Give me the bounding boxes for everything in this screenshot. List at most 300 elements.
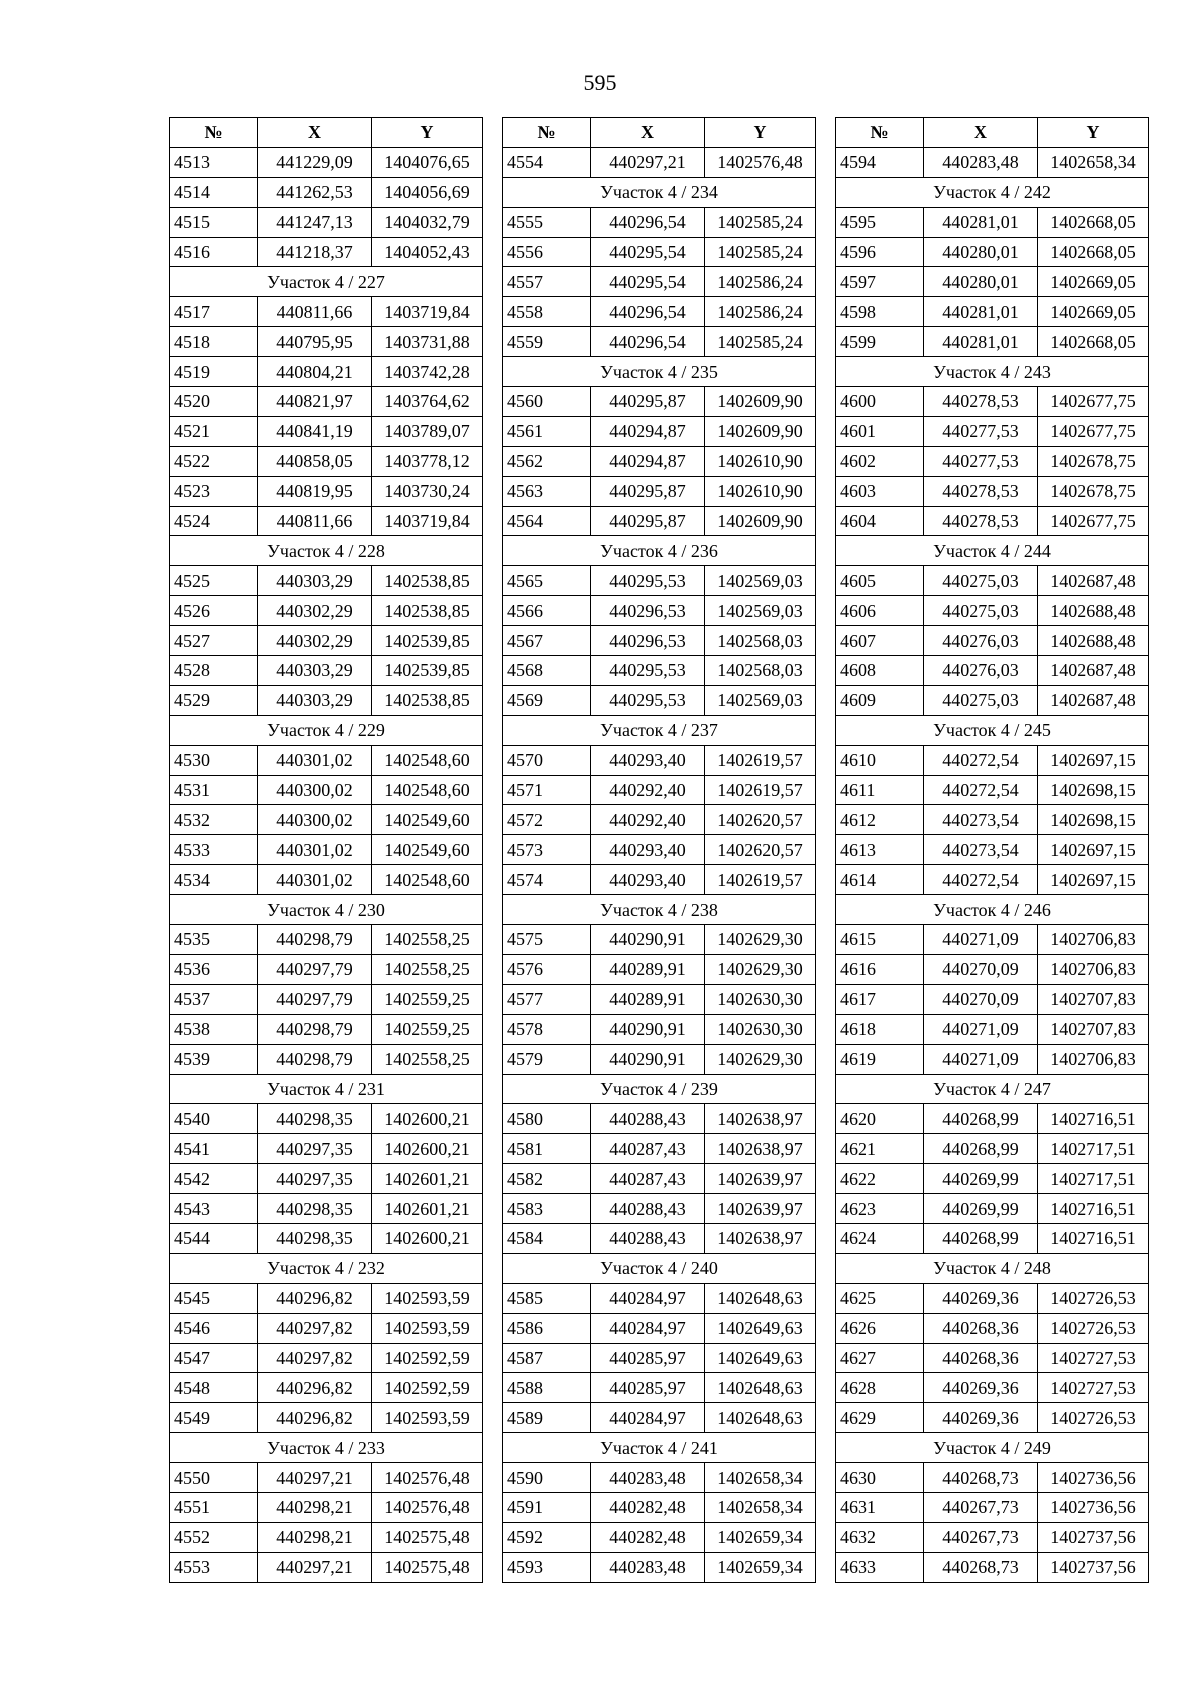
y-coordinate-cell: 1402639,97 (705, 1164, 816, 1194)
table-row (170, 147, 483, 177)
x-coordinate-cell: 440296,53 (591, 626, 705, 656)
y-coordinate-cell: 1402726,53 (1038, 1313, 1149, 1343)
table-row (503, 387, 816, 417)
point-number-cell: 4514 (170, 177, 258, 207)
x-coordinate-cell: 440297,21 (591, 147, 705, 177)
table-row (170, 1104, 483, 1134)
y-coordinate-cell: 1402737,56 (1038, 1552, 1149, 1582)
x-coordinate-cell: 440298,79 (258, 1014, 372, 1044)
point-number-cell: 4599 (836, 327, 924, 357)
table-row (170, 1283, 483, 1313)
table-row (170, 1522, 483, 1552)
x-coordinate-cell: 440287,43 (591, 1134, 705, 1164)
y-coordinate-cell: 1402687,48 (1038, 566, 1149, 596)
point-number-cell: 4611 (836, 775, 924, 805)
section-row (503, 1433, 816, 1463)
y-coordinate-cell: 1402698,15 (1038, 805, 1149, 835)
x-coordinate-cell: 440280,01 (924, 237, 1038, 267)
y-coordinate-cell: 1402717,51 (1038, 1164, 1149, 1194)
header-x: X (591, 118, 705, 148)
y-coordinate-cell: 1402687,48 (1038, 656, 1149, 686)
point-number-cell: 4598 (836, 297, 924, 327)
x-coordinate-cell: 440297,79 (258, 954, 372, 984)
table-row (836, 446, 1149, 476)
y-coordinate-cell: 1402558,25 (372, 954, 483, 984)
y-coordinate-cell: 1402727,53 (1038, 1343, 1149, 1373)
y-coordinate-cell: 1402619,57 (705, 745, 816, 775)
table-row (503, 1552, 816, 1582)
table-row (170, 865, 483, 895)
y-coordinate-cell: 1402638,97 (705, 1104, 816, 1134)
y-coordinate-cell: 1402549,60 (372, 835, 483, 865)
x-coordinate-cell: 440295,87 (591, 387, 705, 417)
x-coordinate-cell: 440295,54 (591, 267, 705, 297)
point-number-cell: 4631 (836, 1492, 924, 1522)
point-number-cell: 4626 (836, 1313, 924, 1343)
y-coordinate-cell: 1402558,25 (372, 925, 483, 955)
point-number-cell: 4583 (503, 1194, 591, 1224)
point-number-cell: 4588 (503, 1373, 591, 1403)
table-row (503, 1223, 816, 1253)
point-number-cell: 4563 (503, 476, 591, 506)
y-coordinate-cell: 1402609,90 (705, 387, 816, 417)
x-coordinate-cell: 440268,99 (924, 1104, 1038, 1134)
y-coordinate-cell: 1402630,30 (705, 984, 816, 1014)
y-coordinate-cell: 1402658,34 (1038, 147, 1149, 177)
x-coordinate-cell: 440302,29 (258, 626, 372, 656)
point-number-cell: 4616 (836, 954, 924, 984)
point-number-cell: 4581 (503, 1134, 591, 1164)
x-coordinate-cell: 440281,01 (924, 327, 1038, 357)
point-number-cell: 4529 (170, 685, 258, 715)
point-number-cell: 4628 (836, 1373, 924, 1403)
point-number-cell: 4523 (170, 476, 258, 506)
y-coordinate-cell: 1402668,05 (1038, 327, 1149, 357)
table-row (503, 1373, 816, 1403)
table-row (170, 1313, 483, 1343)
table-row (170, 1343, 483, 1373)
table-row (836, 1313, 1149, 1343)
y-coordinate-cell: 1402601,21 (372, 1194, 483, 1224)
point-number-cell: 4535 (170, 925, 258, 955)
y-coordinate-cell: 1402678,75 (1038, 476, 1149, 506)
y-coordinate-cell: 1402568,03 (705, 626, 816, 656)
table-row (503, 745, 816, 775)
point-number-cell: 4623 (836, 1194, 924, 1224)
table-row (170, 805, 483, 835)
x-coordinate-cell: 440277,53 (924, 416, 1038, 446)
table-row (170, 416, 483, 446)
x-coordinate-cell: 440289,91 (591, 984, 705, 1014)
point-number-cell: 4603 (836, 476, 924, 506)
table-row (170, 1373, 483, 1403)
point-number-cell: 4624 (836, 1223, 924, 1253)
y-coordinate-cell: 1402707,83 (1038, 984, 1149, 1014)
table-row (836, 1164, 1149, 1194)
section-title: Участок 4 / 232 (170, 1253, 483, 1283)
point-number-cell: 4545 (170, 1283, 258, 1313)
x-coordinate-cell: 440288,43 (591, 1223, 705, 1253)
y-coordinate-cell: 1402638,97 (705, 1223, 816, 1253)
y-coordinate-cell: 1403742,28 (372, 357, 483, 387)
section-row (170, 536, 483, 566)
point-number-cell: 4562 (503, 446, 591, 476)
point-number-cell: 4595 (836, 207, 924, 237)
x-coordinate-cell: 440283,48 (591, 1552, 705, 1582)
y-coordinate-cell: 1402716,51 (1038, 1104, 1149, 1134)
point-number-cell: 4578 (503, 1014, 591, 1044)
section-title: Участок 4 / 229 (170, 715, 483, 745)
y-coordinate-cell: 1402706,83 (1038, 1044, 1149, 1074)
point-number-cell: 4575 (503, 925, 591, 955)
y-coordinate-cell: 1402609,90 (705, 506, 816, 536)
table-row (836, 207, 1149, 237)
y-coordinate-cell: 1402619,57 (705, 775, 816, 805)
table-row (836, 416, 1149, 446)
y-coordinate-cell: 1402586,24 (705, 267, 816, 297)
point-number-cell: 4600 (836, 387, 924, 417)
page-number: 595 (583, 70, 617, 95)
x-coordinate-cell: 440297,21 (258, 1552, 372, 1582)
point-number-cell: 4630 (836, 1463, 924, 1493)
table-row (170, 656, 483, 686)
table-row (170, 1014, 483, 1044)
section-row (170, 1253, 483, 1283)
x-coordinate-cell: 440295,87 (591, 506, 705, 536)
x-coordinate-cell: 440289,91 (591, 954, 705, 984)
table-row (503, 506, 816, 536)
y-coordinate-cell: 1402620,57 (705, 805, 816, 835)
table-row (170, 835, 483, 865)
table-row (170, 446, 483, 476)
y-coordinate-cell: 1402669,05 (1038, 267, 1149, 297)
table-row (836, 805, 1149, 835)
y-coordinate-cell: 1402593,59 (372, 1313, 483, 1343)
y-coordinate-cell: 1403764,62 (372, 387, 483, 417)
y-coordinate-cell: 1403778,12 (372, 446, 483, 476)
x-coordinate-cell: 440298,35 (258, 1223, 372, 1253)
x-coordinate-cell: 440269,36 (924, 1283, 1038, 1313)
table-row (170, 237, 483, 267)
x-coordinate-cell: 440804,21 (258, 357, 372, 387)
point-number-cell: 4621 (836, 1134, 924, 1164)
y-coordinate-cell: 1402736,56 (1038, 1492, 1149, 1522)
y-coordinate-cell: 1402677,75 (1038, 387, 1149, 417)
table-row (503, 1014, 816, 1044)
table-row (503, 446, 816, 476)
header-num: № (836, 118, 924, 148)
table-row (836, 1134, 1149, 1164)
table-row (170, 357, 483, 387)
table-row (836, 267, 1149, 297)
y-coordinate-cell: 1402619,57 (705, 865, 816, 895)
point-number-cell: 4574 (503, 865, 591, 895)
y-coordinate-cell: 1402726,53 (1038, 1403, 1149, 1433)
table-row (503, 1403, 816, 1433)
header-y: Y (372, 118, 483, 148)
x-coordinate-cell: 440282,48 (591, 1492, 705, 1522)
header-row (836, 118, 1149, 148)
table-row (503, 1134, 816, 1164)
point-number-cell: 4627 (836, 1343, 924, 1373)
point-number-cell: 4556 (503, 237, 591, 267)
y-coordinate-cell: 1402688,48 (1038, 626, 1149, 656)
table-row (503, 476, 816, 506)
x-coordinate-cell: 440290,91 (591, 1014, 705, 1044)
point-number-cell: 4546 (170, 1313, 258, 1343)
x-coordinate-cell: 440284,97 (591, 1283, 705, 1313)
x-coordinate-cell: 440269,36 (924, 1373, 1038, 1403)
point-number-cell: 4532 (170, 805, 258, 835)
y-coordinate-cell: 1402576,48 (705, 147, 816, 177)
point-number-cell: 4584 (503, 1223, 591, 1253)
table-row (170, 506, 483, 536)
section-title: Участок 4 / 245 (836, 715, 1149, 745)
table-row (836, 745, 1149, 775)
point-number-cell: 4536 (170, 954, 258, 984)
table-row (836, 1223, 1149, 1253)
point-number-cell: 4597 (836, 267, 924, 297)
x-coordinate-cell: 441229,09 (258, 147, 372, 177)
table-row (503, 566, 816, 596)
x-coordinate-cell: 440296,82 (258, 1373, 372, 1403)
x-coordinate-cell: 440283,48 (924, 147, 1038, 177)
point-number-cell: 4567 (503, 626, 591, 656)
section-title: Участок 4 / 228 (170, 536, 483, 566)
table-row (836, 775, 1149, 805)
section-title: Участок 4 / 231 (170, 1074, 483, 1104)
x-coordinate-cell: 440272,54 (924, 745, 1038, 775)
y-coordinate-cell: 1402620,57 (705, 835, 816, 865)
y-coordinate-cell: 1402600,21 (372, 1223, 483, 1253)
table-row (503, 416, 816, 446)
point-number-cell: 4533 (170, 835, 258, 865)
table-row (170, 775, 483, 805)
y-coordinate-cell: 1402668,05 (1038, 237, 1149, 267)
table-row (836, 387, 1149, 417)
point-number-cell: 4592 (503, 1522, 591, 1552)
y-coordinate-cell: 1402638,97 (705, 1134, 816, 1164)
x-coordinate-cell: 440297,21 (258, 1463, 372, 1493)
y-coordinate-cell: 1402576,48 (372, 1463, 483, 1493)
x-coordinate-cell: 440295,53 (591, 566, 705, 596)
point-number-cell: 4557 (503, 267, 591, 297)
table-row (836, 327, 1149, 357)
table-row (503, 297, 816, 327)
y-coordinate-cell: 1402687,48 (1038, 685, 1149, 715)
point-number-cell: 4607 (836, 626, 924, 656)
y-coordinate-cell: 1402548,60 (372, 775, 483, 805)
y-coordinate-cell: 1402648,63 (705, 1373, 816, 1403)
point-number-cell: 4577 (503, 984, 591, 1014)
header-row (503, 118, 816, 148)
point-number-cell: 4548 (170, 1373, 258, 1403)
point-number-cell: 4527 (170, 626, 258, 656)
table-row (503, 835, 816, 865)
x-coordinate-cell: 440275,03 (924, 566, 1038, 596)
y-coordinate-cell: 1402659,34 (705, 1552, 816, 1582)
point-number-cell: 4553 (170, 1552, 258, 1582)
y-coordinate-cell: 1402569,03 (705, 596, 816, 626)
section-row (836, 1433, 1149, 1463)
y-coordinate-cell: 1402658,34 (705, 1463, 816, 1493)
point-number-cell: 4555 (503, 207, 591, 237)
y-coordinate-cell: 1402677,75 (1038, 416, 1149, 446)
table-row (503, 805, 816, 835)
point-number-cell: 4585 (503, 1283, 591, 1313)
x-coordinate-cell: 440285,97 (591, 1373, 705, 1403)
x-coordinate-cell: 440293,40 (591, 865, 705, 895)
point-number-cell: 4570 (503, 745, 591, 775)
x-coordinate-cell: 440858,05 (258, 446, 372, 476)
x-coordinate-cell: 440296,82 (258, 1403, 372, 1433)
table-row (836, 925, 1149, 955)
x-coordinate-cell: 440278,53 (924, 476, 1038, 506)
point-number-cell: 4552 (170, 1522, 258, 1552)
table-row (836, 954, 1149, 984)
point-number-cell: 4519 (170, 357, 258, 387)
y-coordinate-cell: 1402678,75 (1038, 446, 1149, 476)
y-coordinate-cell: 1402600,21 (372, 1104, 483, 1134)
point-number-cell: 4521 (170, 416, 258, 446)
section-title: Участок 4 / 235 (503, 357, 816, 387)
y-coordinate-cell: 1404076,65 (372, 147, 483, 177)
x-coordinate-cell: 440270,09 (924, 984, 1038, 1014)
point-number-cell: 4572 (503, 805, 591, 835)
y-coordinate-cell: 1402538,85 (372, 685, 483, 715)
section-title: Участок 4 / 243 (836, 357, 1149, 387)
x-coordinate-cell: 441262,53 (258, 177, 372, 207)
point-number-cell: 4547 (170, 1343, 258, 1373)
section-title: Участок 4 / 246 (836, 895, 1149, 925)
table-row (503, 207, 816, 237)
section-title: Участок 4 / 233 (170, 1433, 483, 1463)
point-number-cell: 4582 (503, 1164, 591, 1194)
x-coordinate-cell: 440276,03 (924, 656, 1038, 686)
table-row (170, 1194, 483, 1224)
x-coordinate-cell: 440268,73 (924, 1463, 1038, 1493)
coordinates-table-3 (835, 117, 1149, 1583)
point-number-cell: 4560 (503, 387, 591, 417)
section-title: Участок 4 / 227 (170, 267, 483, 297)
y-coordinate-cell: 1402629,30 (705, 925, 816, 955)
section-title: Участок 4 / 230 (170, 895, 483, 925)
section-row (836, 895, 1149, 925)
table-row (170, 387, 483, 417)
header-x: X (924, 118, 1038, 148)
point-number-cell: 4564 (503, 506, 591, 536)
point-number-cell: 4590 (503, 1463, 591, 1493)
table-row (836, 1194, 1149, 1224)
section-title: Участок 4 / 244 (836, 536, 1149, 566)
y-coordinate-cell: 1404052,43 (372, 237, 483, 267)
table-row (836, 1373, 1149, 1403)
y-coordinate-cell: 1402658,34 (705, 1492, 816, 1522)
x-coordinate-cell: 440297,79 (258, 984, 372, 1014)
x-coordinate-cell: 440302,29 (258, 596, 372, 626)
y-coordinate-cell: 1403719,84 (372, 506, 483, 536)
point-number-cell: 4541 (170, 1134, 258, 1164)
x-coordinate-cell: 440288,43 (591, 1104, 705, 1134)
x-coordinate-cell: 440285,97 (591, 1343, 705, 1373)
point-number-cell: 4571 (503, 775, 591, 805)
x-coordinate-cell: 440268,73 (924, 1552, 1038, 1582)
x-coordinate-cell: 440275,03 (924, 685, 1038, 715)
x-coordinate-cell: 440288,43 (591, 1194, 705, 1224)
x-coordinate-cell: 440271,09 (924, 925, 1038, 955)
y-coordinate-cell: 1402688,48 (1038, 596, 1149, 626)
y-coordinate-cell: 1402539,85 (372, 626, 483, 656)
point-number-cell: 4629 (836, 1403, 924, 1433)
y-coordinate-cell: 1402538,85 (372, 566, 483, 596)
x-coordinate-cell: 440303,29 (258, 685, 372, 715)
y-coordinate-cell: 1402737,56 (1038, 1522, 1149, 1552)
y-coordinate-cell: 1402639,97 (705, 1194, 816, 1224)
y-coordinate-cell: 1402727,53 (1038, 1373, 1149, 1403)
x-coordinate-cell: 440283,48 (591, 1463, 705, 1493)
point-number-cell: 4517 (170, 297, 258, 327)
x-coordinate-cell: 440293,40 (591, 835, 705, 865)
x-coordinate-cell: 440296,82 (258, 1283, 372, 1313)
y-coordinate-cell: 1404056,69 (372, 177, 483, 207)
header-y: Y (1038, 118, 1149, 148)
x-coordinate-cell: 440301,02 (258, 745, 372, 775)
x-coordinate-cell: 440841,19 (258, 416, 372, 446)
header-y: Y (705, 118, 816, 148)
point-number-cell: 4622 (836, 1164, 924, 1194)
table-row (170, 596, 483, 626)
y-coordinate-cell: 1402539,85 (372, 656, 483, 686)
table-row (503, 237, 816, 267)
point-number-cell: 4596 (836, 237, 924, 267)
point-number-cell: 4591 (503, 1492, 591, 1522)
table-row (170, 1223, 483, 1253)
section-row (503, 715, 816, 745)
point-number-cell: 4606 (836, 596, 924, 626)
y-coordinate-cell: 1402677,75 (1038, 506, 1149, 536)
x-coordinate-cell: 441218,37 (258, 237, 372, 267)
y-coordinate-cell: 1402610,90 (705, 446, 816, 476)
y-coordinate-cell: 1402717,51 (1038, 1134, 1149, 1164)
section-row (170, 267, 483, 297)
x-coordinate-cell: 440300,02 (258, 805, 372, 835)
point-number-cell: 4579 (503, 1044, 591, 1074)
table-row (836, 147, 1149, 177)
point-number-cell: 4544 (170, 1223, 258, 1253)
x-coordinate-cell: 440301,02 (258, 835, 372, 865)
point-number-cell: 4558 (503, 297, 591, 327)
table-row (836, 1104, 1149, 1134)
y-coordinate-cell: 1402698,15 (1038, 775, 1149, 805)
point-number-cell: 4551 (170, 1492, 258, 1522)
point-number-cell: 4612 (836, 805, 924, 835)
table-row (503, 1463, 816, 1493)
x-coordinate-cell: 440298,79 (258, 925, 372, 955)
table-row (170, 745, 483, 775)
point-number-cell: 4580 (503, 1104, 591, 1134)
y-coordinate-cell: 1402697,15 (1038, 745, 1149, 775)
section-title: Участок 4 / 247 (836, 1074, 1149, 1104)
table-row (836, 1014, 1149, 1044)
point-number-cell: 4550 (170, 1463, 258, 1493)
y-coordinate-cell: 1403730,24 (372, 476, 483, 506)
point-number-cell: 4625 (836, 1283, 924, 1313)
x-coordinate-cell: 440292,40 (591, 775, 705, 805)
section-row (836, 1253, 1149, 1283)
y-coordinate-cell: 1402593,59 (372, 1283, 483, 1313)
point-number-cell: 4543 (170, 1194, 258, 1224)
point-number-cell: 4569 (503, 685, 591, 715)
